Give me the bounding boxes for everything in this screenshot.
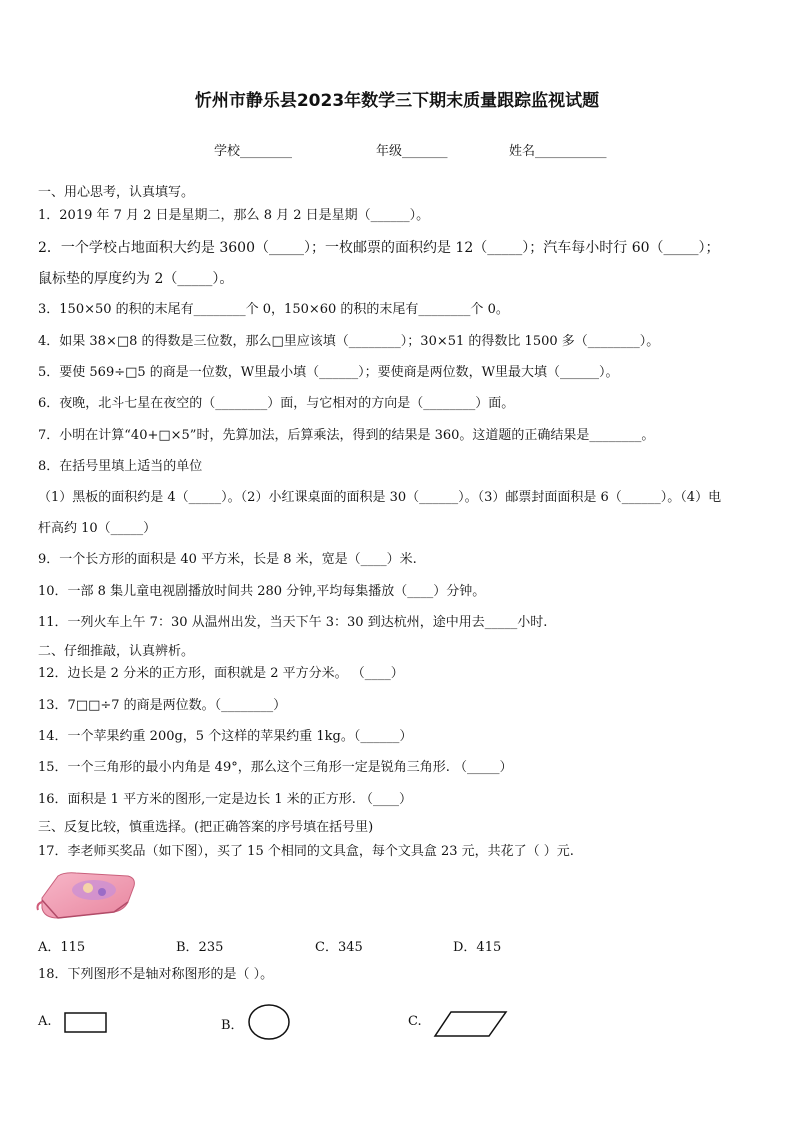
q17-option-c[interactable]: C．345: [315, 940, 363, 955]
question-7: 7．小明在计算“40+□×5”时，先算加法，后算乘法，得到的结果是 360。这道题的正确结果是________。: [38, 428, 655, 443]
question-2-line-1: 2．一个学校占地面积大约是 3600（_____）；一枚邮票的面积约是 12（_____）；汽车每小时行 60（_____）；: [38, 240, 720, 256]
question-8-line-1: （1）黑板的面积约是 4（_____）。（2）小红课桌面的面积是 30（______）。（3）邮票封面面积是 6（______）。（4）电: [38, 490, 722, 505]
school-field[interactable]: 学校________: [214, 144, 293, 159]
question-8: 8．在括号里填上适当的单位: [38, 459, 203, 474]
question-18: 18．下列图形不是轴对称图形的是（ ）。: [38, 967, 274, 982]
question-8-line-2: 杆高约 10（_____）: [38, 521, 157, 536]
section-heading-1: 一、用心思考，认真填写。: [38, 185, 195, 200]
question-10: 10．一部 8 集儿童电视剧播放时间共 280 分钟,平均每集播放（____）分钟。: [38, 584, 486, 599]
q18-option-b[interactable]: B．: [221, 1018, 244, 1033]
question-4: 4．如果 38×□8 的得数是三位数，那么□里应该填（________）；30×51 的得数比 1500 多（________）。: [38, 334, 660, 349]
grade-field[interactable]: 年级_______: [376, 144, 448, 159]
question-6: 6．夜晚，北斗七星在夜空的（________）面，与它相对的方向是（________）面。: [38, 396, 515, 411]
question-9: 9．一个长方形的面积是 40 平方米，长是 8 米，宽是（____）米.: [38, 552, 417, 567]
question-13: 13．7□□÷7 的商是两位数。（________）: [38, 698, 287, 713]
section-heading-3: 三、反复比较，慎重选择。(把正确答案的序号填在括号里): [38, 820, 374, 835]
question-15: 15．一个三角形的最小内角是 49°，那么这个三角形一定是锐角三角形. （_____）: [38, 760, 513, 775]
question-12: 12．边长是 2 分米的正方形，面积就是 2 平方分米。 （____）: [38, 666, 404, 681]
question-2-line-2: 鼠标垫的厚度约为 2（_____）。: [38, 271, 234, 287]
section-heading-2: 二、仔细推敲，认真辨析。: [38, 644, 195, 659]
question-3: 3．150×50 的积的末尾有________个 0，150×60 的积的末尾有________个 0。: [38, 302, 509, 317]
question-1: 1．2019 年 7 月 2 日是星期二，那么 8 月 2 日是星期（______）。: [38, 208, 430, 223]
circle-shape: [247, 1003, 291, 1041]
question-14: 14．一个苹果约重 200g，5 个这样的苹果约重 1kg。（______）: [38, 729, 413, 744]
question-16: 16．面积是 1 平方米的图形,一定是边长 1 米的正方形. （____）: [38, 792, 413, 807]
q17-option-a[interactable]: A．115: [38, 940, 86, 955]
question-17: 17．李老师买奖品（如下图），买了 15 个相同的文具盒，每个文具盒 23 元，共花了（ ）元.: [38, 844, 574, 859]
page-title: 忻州市静乐县2023年数学三下期末质量跟踪监视试题: [194, 91, 600, 111]
q18-option-a[interactable]: A.: [38, 1014, 52, 1029]
question-11: 11．一列火车上午 7：30 从温州出发，当天下午 3：30 到达杭州，途中用去_____小时.: [38, 615, 548, 630]
rectangle-shape: [64, 1012, 108, 1034]
pencil-case-image: [36, 870, 140, 922]
q17-option-b[interactable]: B．235: [176, 940, 224, 955]
q17-option-d[interactable]: D．415: [453, 940, 502, 955]
name-field[interactable]: 姓名___________: [509, 144, 607, 159]
question-5: 5．要使 569÷□5 的商是一位数，W里最小填（______）；要使商是两位数，W里最大填（______）。: [38, 365, 619, 380]
parallelogram-shape: [433, 1010, 509, 1038]
q18-option-c[interactable]: C.: [408, 1014, 422, 1029]
